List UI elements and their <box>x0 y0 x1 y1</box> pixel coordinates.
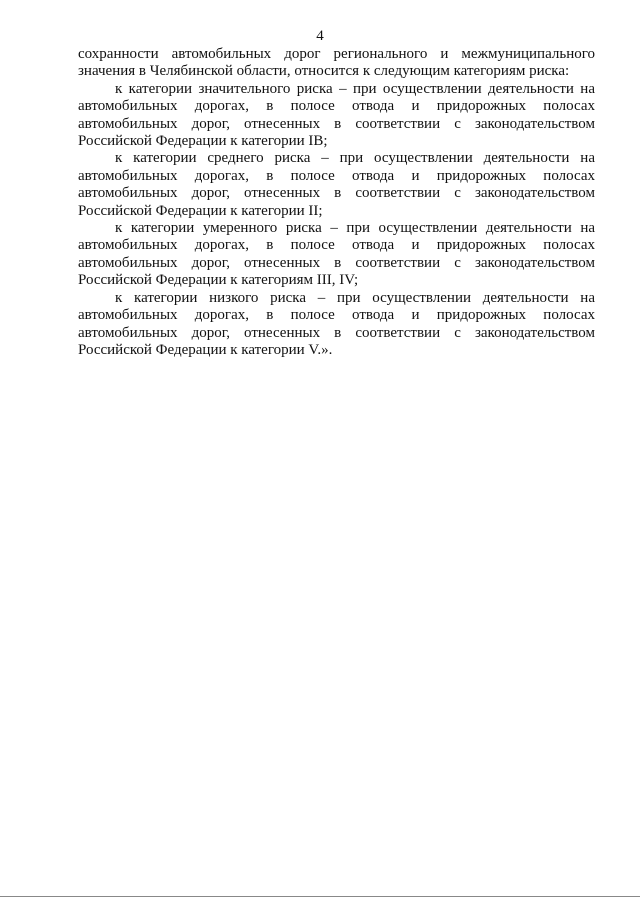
document-body <box>78 46 595 359</box>
paragraph-significant-risk: к категории значительного риска – при осуществлении деятельности на автомобильных дорогах, в полосе отвода и придорожных полосах автомобильных дорог, отнесенных в соответствии с законодательством Российской Федерации к категории IВ; <box>78 80 595 150</box>
paragraph-medium-risk: к категории среднего риска – при осуществлении деятельности на автомобильных дорогах, в полосе отвода и придорожных полосах автомобильных дорог, отнесенных в соответствии с законодательством Российской Федерации к категории II; <box>78 150 595 219</box>
paragraph-intro: сохранности автомобильных дорог регионального и межмуниципального значения в Челябинской области, относится к следующим категориям риска: <box>78 46 595 80</box>
page-number: 4 <box>316 28 324 44</box>
paragraph-moderate-risk: к категории умеренного риска – при осуществлении деятельности на автомобильных дорогах, в полосе отвода и придорожных полосах автомобильных дорог, отнесенных в соответствии с законодательством Российской Федерации к категориям III, IV; <box>78 220 595 289</box>
footer-rule <box>0 896 640 897</box>
paragraph-low-risk: к категории низкого риска – при осуществлении деятельности на автомобильных дорогах, в полосе отвода и придорожных полосах автомобильных дорог, отнесенных в соответствии с законодательством Российской Федерации к категории V.». <box>78 289 595 358</box>
